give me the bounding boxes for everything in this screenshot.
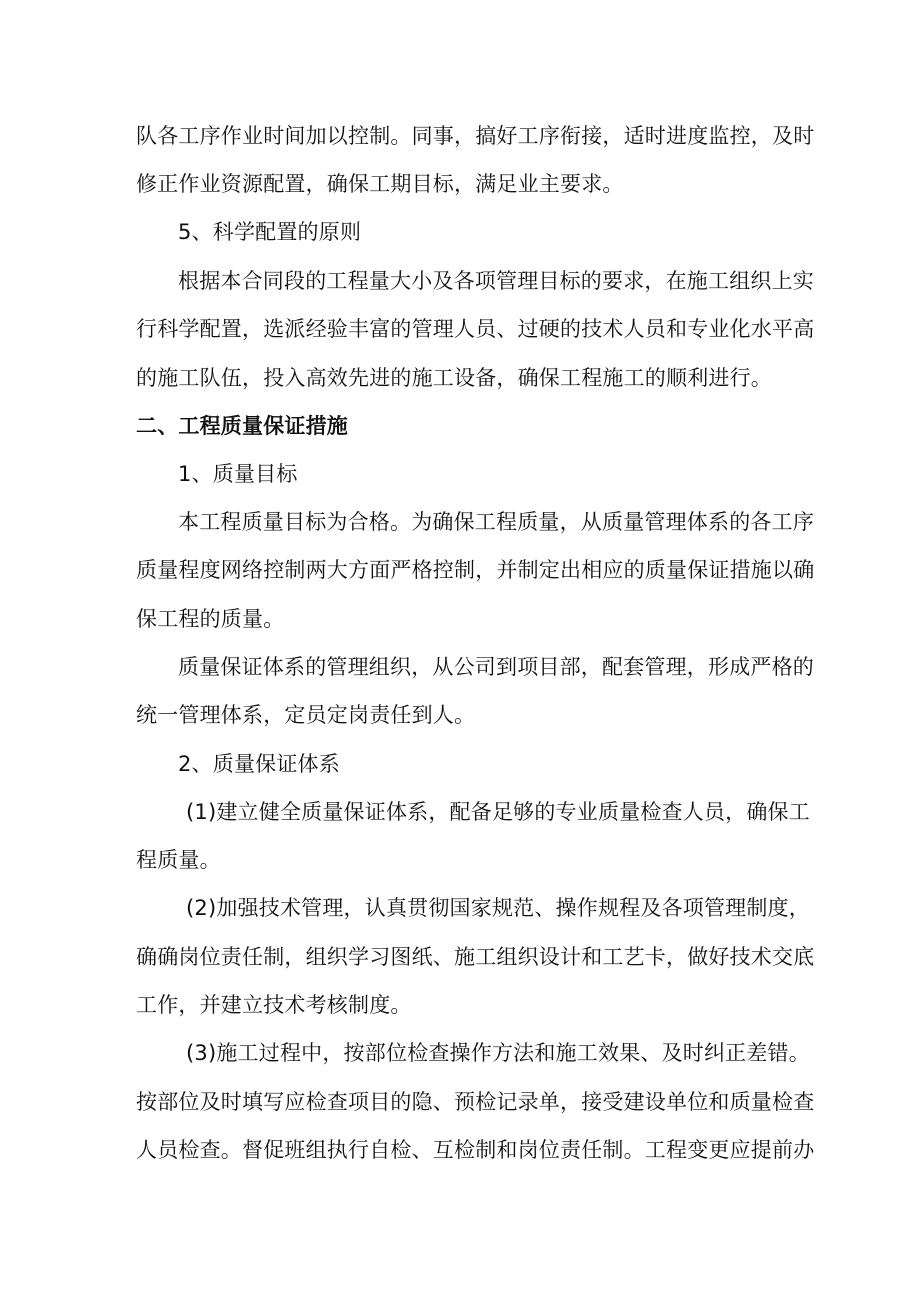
paragraph-start: 根据本合同段的工程量大小及各项管理目标的要求，在施工组织上实: [178, 269, 814, 293]
text-line: 人员检查。督促班组执行自检、互检制和岗位责任制。工程变更应提前办: [136, 1138, 815, 1162]
chapter-heading: 二、工程质量保证措施: [136, 414, 348, 438]
text-line: 修正作业资源配置，确保工期目标，满足业主要求。: [136, 172, 624, 196]
text-line: 保工程的质量。: [136, 607, 285, 631]
list-item-1: (1)建立健全质量保证体系，配备足够的专业质量检查人员，确保工: [186, 800, 810, 824]
text-line: 统一管理体系，定员定岗责任到人。: [136, 703, 476, 727]
text-line: 行科学配置，选派经验丰富的管理人员、过硬的技术人员和专业化水平高: [136, 317, 815, 341]
section-heading: 1、质量目标: [178, 462, 298, 486]
paragraph-start: 本工程质量目标为合格。为确保工程质量，从质量管理体系的各工序: [178, 510, 814, 534]
text-line: 按部位及时填写应检查项目的隐、预检记录单，接受建设单位和质量检查: [136, 1090, 815, 1114]
list-item-3: (3)施工过程中，按部位检查操作方法和施工效果、及时纠正差错。: [186, 1041, 810, 1065]
text-line: 程质量。: [136, 848, 221, 872]
section-heading: 2、质量保证体系: [178, 752, 340, 776]
text-line: 队各工序作业时间加以控制。同事，搞好工序衔接，适时进度监控，及时: [136, 124, 815, 148]
paragraph-start: 质量保证体系的管理组织，从公司到项目部，配套管理，形成严格的: [178, 655, 814, 679]
section-heading: 5、科学配置的原则: [178, 220, 362, 244]
list-item-2: (2)加强技术管理，认真贯彻国家规范、操作规程及各项管理制度，: [186, 896, 810, 920]
text-line: 确确岗位责任制，组织学习图纸、施工组织设计和工艺卡，做好技术交底: [136, 945, 815, 969]
text-line: 质量程度网络控制两大方面严格控制，并制定出相应的质量保证措施以确: [136, 558, 815, 582]
text-line: 的施工队伍，投入高效先进的施工设备，确保工程施工的顺利进行。: [136, 366, 772, 390]
text-line: 工作，并建立技术考核制度。: [136, 993, 412, 1017]
